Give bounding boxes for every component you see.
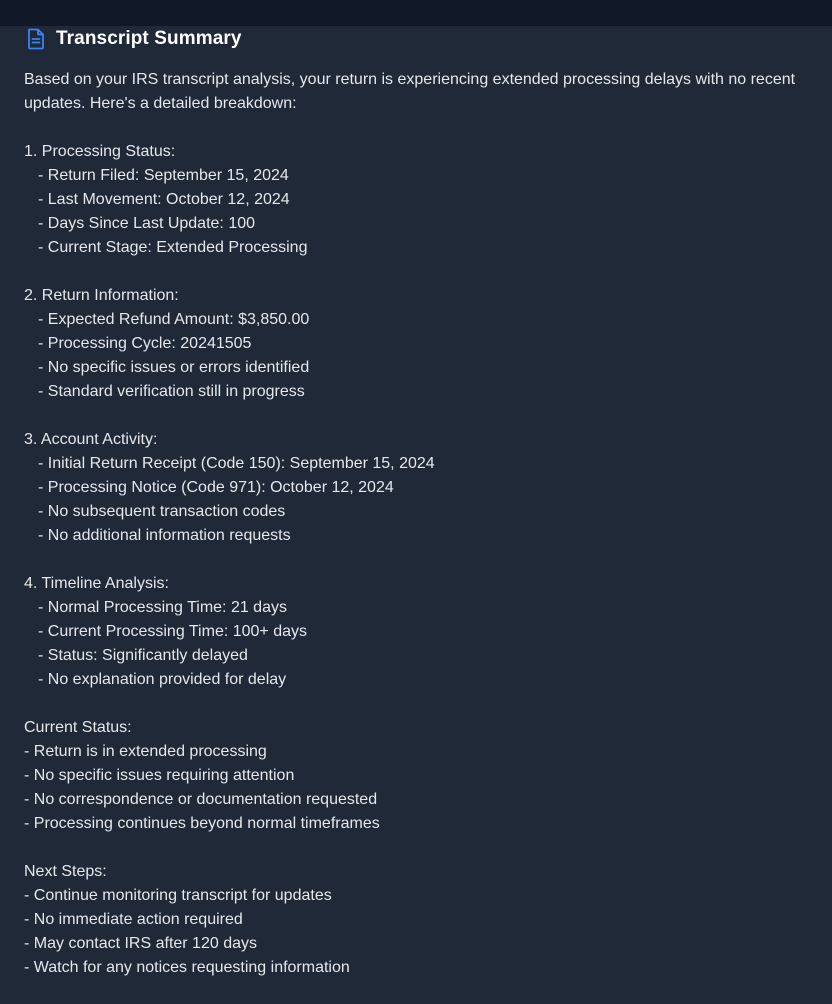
panel-header [24,26,242,52]
list-item: - Return is in extended processing [24,743,267,760]
list-item: - May contact IRS after 120 days [24,935,257,952]
section-title: 4. Timeline Analysis: [24,575,169,592]
page-title: Transcript Summary [56,28,242,49]
section-title: 3. Account Activity: [24,431,158,448]
section-current-status [24,716,814,836]
section-processing-status [24,140,814,260]
list-item: - Processing continues beyond normal timeframes [24,815,380,832]
list-item: - Normal Processing Time: 21 days [38,599,287,616]
summary-content [24,68,814,980]
list-item: - Standard verification still in progress [38,383,305,400]
section-account-activity [24,428,814,548]
list-item: - No explanation provided for delay [38,671,287,688]
section-next-steps [24,860,814,980]
intro-text: Based on your IRS transcript analysis, your return is experiencing extended processing delays with no recent updates. Here's a detailed breakdown: [24,71,796,112]
list-item: - No correspondence or documentation requested [24,791,378,808]
list-item: - Return Filed: September 15, 2024 [38,167,289,184]
transcript-summary-panel [0,26,832,1004]
list-item: - No subsequent transaction codes [38,503,286,520]
list-item: - No immediate action required [24,911,243,928]
list-item: - Expected Refund Amount: $3,850.00 [38,311,310,328]
list-item: - Last Movement: October 12, 2024 [38,191,290,208]
list-item: - Initial Return Receipt (Code 150): September 15, 2024 [38,455,435,472]
section-timeline-analysis [24,572,814,692]
list-item: - No specific issues or errors identified [38,359,310,376]
list-item: - Processing Cycle: 20241505 [38,335,252,352]
top-bar [0,0,832,27]
list-item: - Current Processing Time: 100+ days [38,623,308,640]
list-item: - Continue monitoring transcript for updates [24,887,332,904]
list-item: - Current Stage: Extended Processing [38,239,308,256]
list-item: - Status: Significantly delayed [38,647,248,664]
list-item: - Watch for any notices requesting information [24,959,350,976]
list-item: - No specific issues requiring attention [24,767,295,784]
list-item: - Processing Notice (Code 971): October 12, 2024 [38,479,394,496]
list-item: - Days Since Last Update: 100 [38,215,256,232]
section-title: 2. Return Information: [24,287,179,304]
document-icon [24,27,48,51]
section-return-information [24,284,814,404]
section-title: Next Steps: [24,863,107,880]
list-item: - No additional information requests [38,527,291,544]
section-title: Current Status: [24,719,132,736]
section-title: 1. Processing Status: [24,143,176,160]
